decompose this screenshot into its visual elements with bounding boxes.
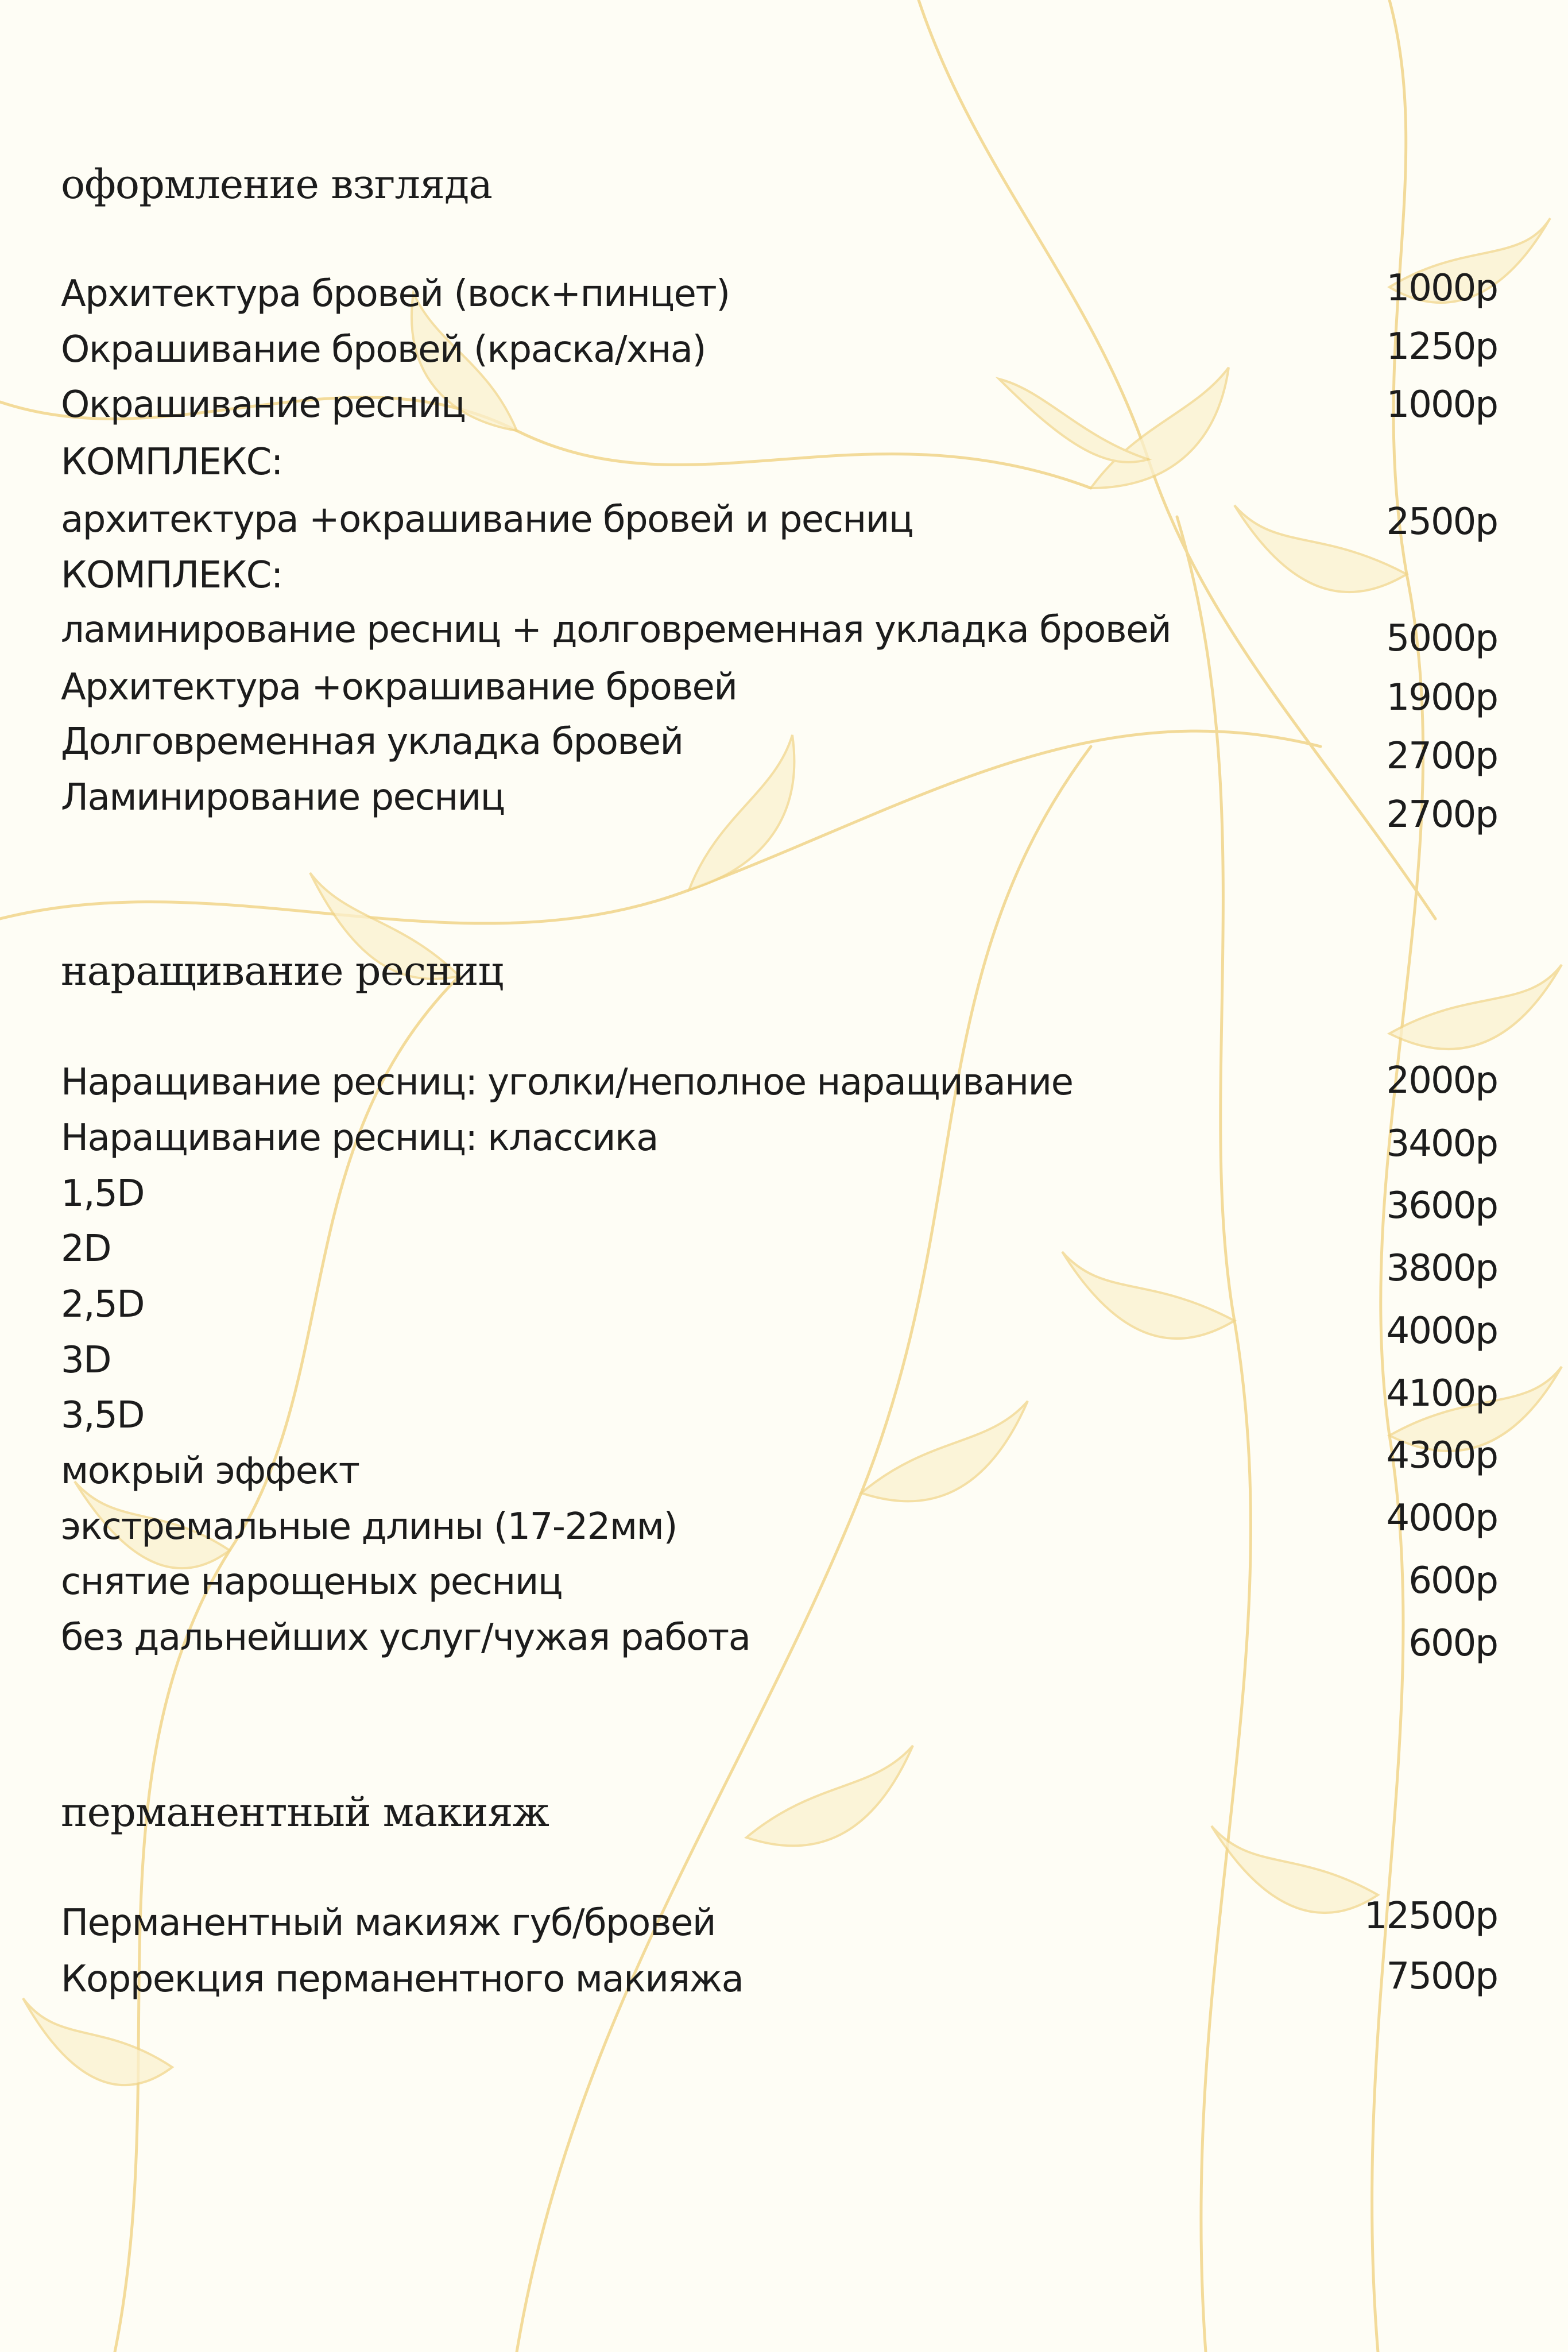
service-label: Коррекция перманентного макияжа [61,1958,744,2001]
service-label: ламинирование ресниц + долговременная укладка бровей [61,609,1171,651]
section-title-lash-extensions: наращивание ресниц [61,947,504,995]
service-price: 4300р [1386,1434,1497,1477]
section-title-brows-lashes-styling: оформление взгляда [61,161,492,208]
service-label: 3,5D [61,1394,145,1437]
service-label: Наращивание ресниц: уголки/неполное наращивание [61,1061,1073,1104]
service-price: 3600р [1386,1185,1497,1227]
service-label: 2,5D [61,1283,145,1326]
service-label: 2D [61,1228,111,1270]
service-label: экстремальные длины (17-22мм) [61,1506,677,1548]
service-label: без дальнейших услуг/чужая работа [61,1616,750,1659]
complex-heading: КОМПЛЕКС: [61,554,282,597]
service-price: 12500р [1364,1895,1497,1937]
service-label: Окрашивание бровей (краска/хна) [61,328,706,371]
service-price: 2700р [1386,735,1497,777]
service-price: 2000р [1386,1059,1497,1102]
service-label: снятие нарощеных ресниц [61,1561,562,1603]
service-label: Долговременная укладка бровей [61,721,683,763]
service-price: 2700р [1386,794,1497,836]
complex-heading: КОМПЛЕКС: [61,441,282,483]
service-price: 2500р [1386,501,1497,543]
service-label: мокрый эффект [61,1450,359,1492]
service-label: Ламинирование ресниц [61,776,505,819]
service-label: Окрашивание ресниц [61,384,466,426]
service-label: Наращивание ресниц: классика [61,1117,658,1159]
service-label: Архитектура бровей (воск+пинцет) [61,273,730,315]
service-price: 1250р [1386,326,1497,368]
service-price: 600р [1408,1622,1497,1665]
service-price: 1000р [1386,267,1497,310]
service-label: архитектура +окрашивание бровей и ресниц [61,498,913,541]
service-label: 3D [61,1339,111,1382]
service-price: 1000р [1386,384,1497,426]
service-price: 3400р [1386,1123,1497,1165]
service-label: Архитектура +окрашивание бровей [61,666,737,709]
service-price: 7500р [1386,1955,1497,1998]
service-price: 1900р [1386,676,1497,719]
service-price: 5000р [1386,617,1497,660]
service-label: 1,5D [61,1173,145,1215]
service-price: 3800р [1386,1247,1497,1290]
service-price: 4100р [1386,1372,1497,1415]
service-price: 600р [1408,1560,1497,1602]
section-title-permanent-makeup: перманентный макияж [61,1789,549,1836]
service-label: Перманентный макияж губ/бровей [61,1902,715,1944]
service-price: 4000р [1386,1497,1497,1539]
service-price: 4000р [1386,1310,1497,1352]
